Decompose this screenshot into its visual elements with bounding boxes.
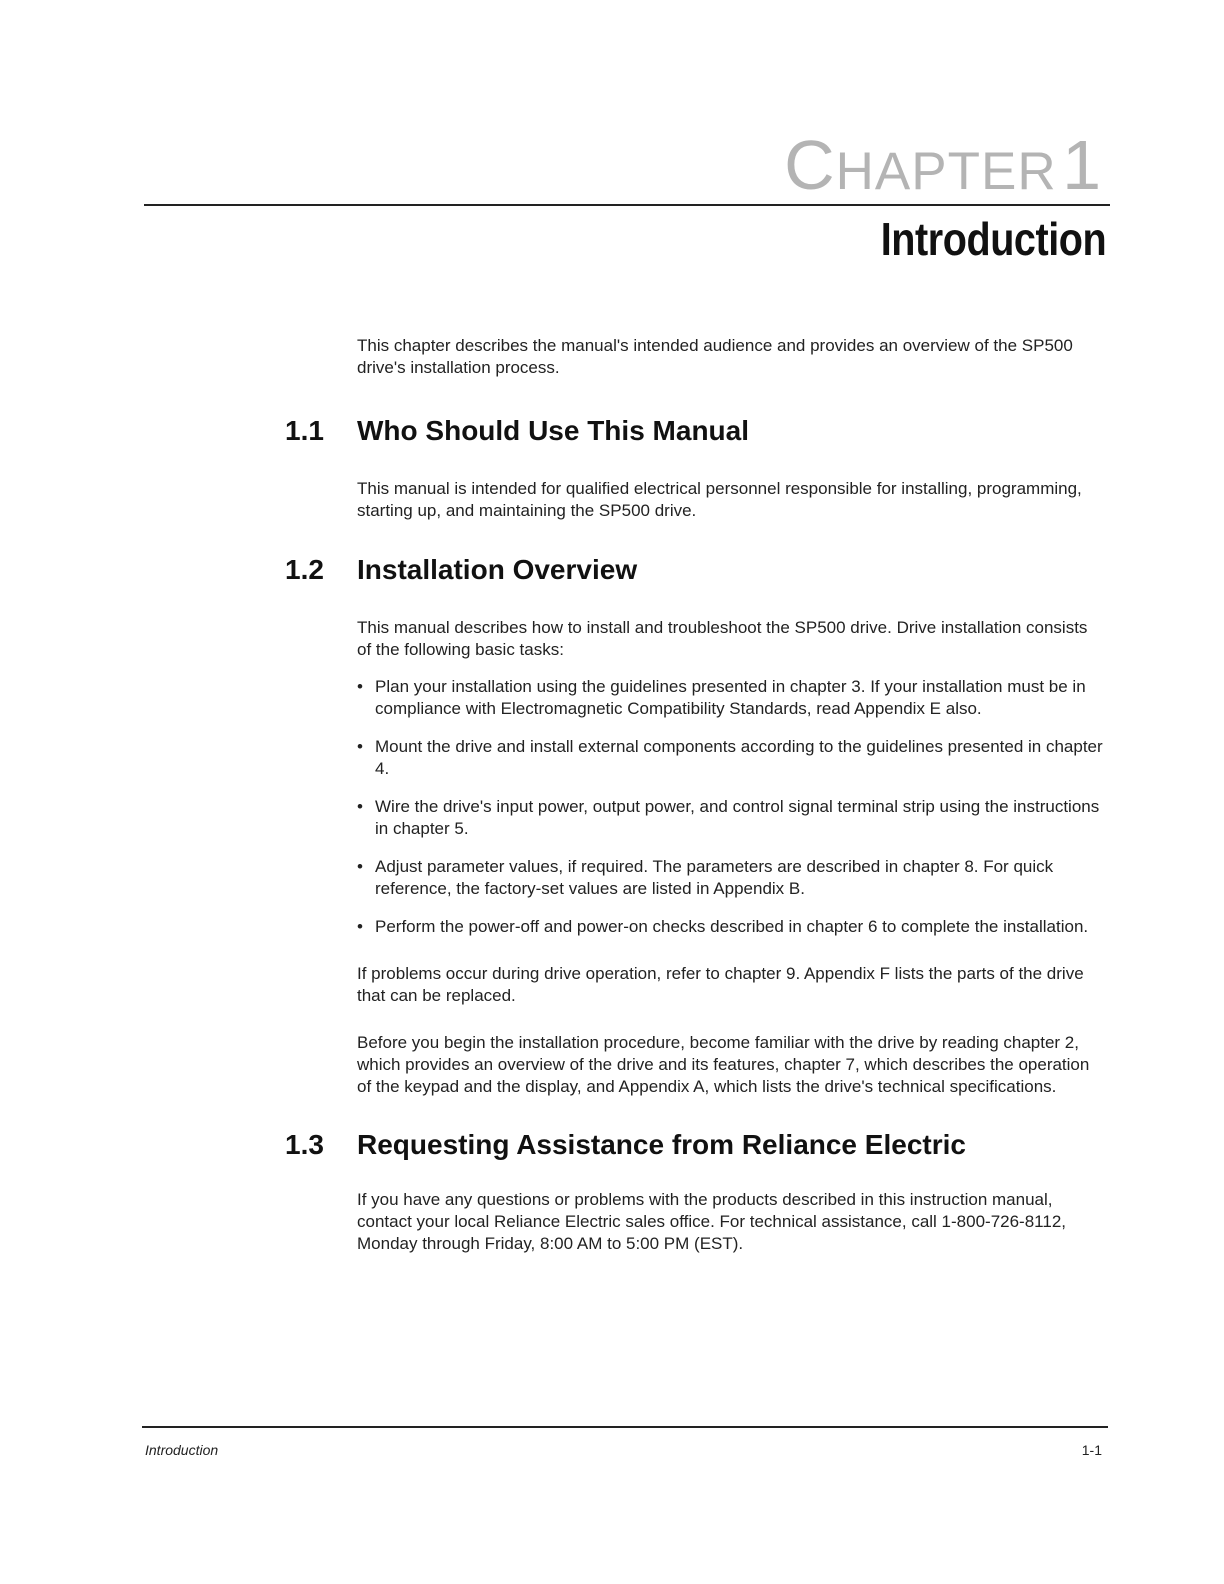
section-title: Installation Overview — [357, 554, 638, 585]
chapter-label-initial: C — [784, 126, 836, 204]
section-1-3-body: If you have any questions or problems with the products described in this instruction manual, contact your local Reliance Electric sales office. For technical assistance, call 1-800-726-8112, Monday through Friday, 8:00 AM to 5:00 PM (EST). — [357, 1190, 1067, 1253]
section-number: 1.2 — [285, 554, 324, 585]
intro-paragraph: This chapter describes the manual's intended audience and provides an overview of the SP500 drive's installation process. — [357, 336, 1073, 377]
section-heading-1-3 — [285, 1128, 1105, 1162]
troubleshooting-paragraph: If problems occur during drive operation, refer to chapter 9. Appendix F lists the parts of the drive that can be replaced. — [357, 964, 1084, 1005]
familiarization-paragraph: Before you begin the installation procedure, become familiar with the drive by reading chapter 2, which provides an overview of the drive and its features, chapter 7, which describes the operation of the keypad and the display, and Appendix A, which lists the drive's technical specifications. — [357, 1033, 1090, 1096]
section-title: Who Should Use This Manual — [357, 415, 749, 446]
list-item: • Mount the drive and install external components according to the guidelines presented in chapter 4. — [357, 736, 1105, 780]
main-content — [285, 335, 1105, 1255]
list-item: • Plan your installation using the guidelines presented in chapter 3. If your installation must be in compliance with Electromagnetic Compatibility Standards, read Appendix E also. — [357, 676, 1105, 720]
chapter-title: Introduction — [880, 213, 1106, 265]
chapter-label — [784, 126, 1102, 204]
list-item: • Adjust parameter values, if required. The parameters are described in chapter 8. For quick reference, the factory-set values are listed in Appendix B. — [357, 856, 1105, 900]
task-list — [357, 676, 1105, 938]
section-heading-1-1 — [285, 414, 1105, 448]
footer-divider — [142, 1426, 1108, 1428]
section-number: 1.3 — [285, 1129, 324, 1160]
chapter-number: 1 — [1062, 126, 1102, 204]
footer-section-name: Introduction — [145, 1442, 219, 1458]
page-number: 1-1 — [1081, 1442, 1102, 1458]
list-item: • Perform the power-off and power-on checks described in chapter 6 to complete the installation. — [357, 916, 1105, 938]
list-item: • Wire the drive's input power, output power, and control signal terminal strip using the instructions in chapter 5. — [357, 796, 1105, 840]
section-heading-1-2 — [285, 553, 1105, 587]
section-number: 1.1 — [285, 415, 324, 446]
chapter-label-rest: HAPTER — [835, 142, 1057, 201]
section-1-2-body: This manual describes how to install and troubleshoot the SP500 drive. Drive installation consists of the following basic tasks: — [357, 618, 1088, 659]
section-1-1-body: This manual is intended for qualified electrical personnel responsible for installing, programming, starting up, and maintaining the SP500 drive. — [357, 479, 1082, 520]
section-title: Requesting Assistance from Reliance Electric — [357, 1129, 966, 1160]
header-divider — [144, 204, 1110, 206]
